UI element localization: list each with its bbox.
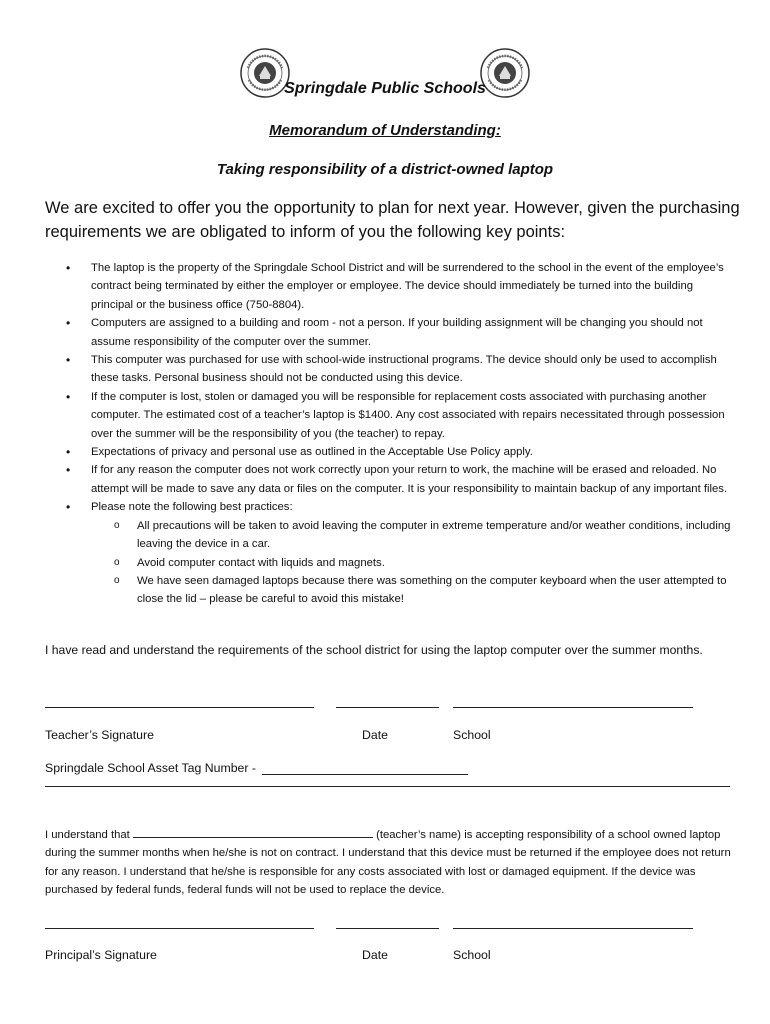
teacher-signature-field[interactable] xyxy=(45,707,314,708)
principal-statement-body: (teacher’s name) is accepting responsibility of a school owned laptop during the summer months when he/she is not on contract. I understand that this device must be returned if the employee does not return for any reason. I understand that he/she is responsible for any costs associated with lost or damaged equipment. If the device was purchased by federal funds, federal funds will not be used to replace the device. xyxy=(45,829,731,896)
key-point-best-practices xyxy=(45,498,735,608)
principal-signature-field[interactable] xyxy=(45,928,314,929)
best-practice-item: o All precautions will be taken to avoid leaving the computer in extreme temperature and/or weather conditions, including leaving the device in a car. xyxy=(91,517,735,554)
intro-paragraph: We are excited to offer you the opportunity to plan for next year. However, given the purchasing requirements we are obligated to inform of you the following key points: xyxy=(45,199,740,241)
acknowledgement-statement: I have read and understand the requirements of the school district for using the laptop computer over the summer months. xyxy=(45,643,703,657)
asset-tag-field[interactable] xyxy=(262,774,468,775)
key-point: • This computer was purchased for use with school-wide instructional programs. The device should only be used to accomplish these tasks. Personal business should not be conducted using this device. xyxy=(45,351,735,388)
teacher-school-field[interactable] xyxy=(453,707,693,708)
principal-signature-label: Principal’s Signature xyxy=(45,948,157,962)
principal-school-field[interactable] xyxy=(453,928,693,929)
key-point: • The laptop is the property of the Springdale School District and will be surrendered to the school in the event of the employee’s contract being terminated by either the employer or employee. The device should immediately be turned into the building principal or the business office (750-8804). xyxy=(45,259,735,314)
key-point: • Computers are assigned to a building and room - not a person. If your building assignment will be changing you should not assume responsibility of the computer over the summer. xyxy=(45,314,735,351)
key-point: • If the computer is lost, stolen or damaged you will be responsible for replacement costs associated with purchasing another computer. The estimated cost of a teacher’s laptop is $1400. Any cost associated with repairs necessitated through possession over the summer will be the responsibility of you (the teacher) to repay. xyxy=(45,388,735,443)
asset-tag-label: Springdale School Asset Tag Number - xyxy=(45,761,256,775)
key-point: • Expectations of privacy and personal use as outlined in the Acceptable Use Policy apply. xyxy=(45,443,735,461)
section-divider xyxy=(45,786,730,787)
teacher-date-field[interactable] xyxy=(336,707,439,708)
memo-subtitle: Taking responsibility of a district-owned laptop xyxy=(216,161,554,178)
principal-date-label: Date xyxy=(362,948,388,962)
best-practice-item: o Avoid computer contact with liquids and magnets. xyxy=(91,554,735,572)
memo-title: Memorandum of Understanding: xyxy=(269,122,501,139)
school-name: Springdale Public Schools xyxy=(284,80,486,97)
key-point: • If for any reason the computer does not work correctly upon your return to work, the machine will be erased and reloaded. No attempt will be made to save any data or files on the computer. It is your responsibility to maintain backup of any important files. xyxy=(45,461,735,498)
principal-statement-intro: I understand that xyxy=(45,829,130,841)
principal-statement xyxy=(45,826,735,899)
best-practices-heading: Please note the following best practices: xyxy=(91,501,293,514)
teacher-name-field[interactable] xyxy=(133,826,373,838)
teacher-date-label: Date xyxy=(362,728,388,742)
teacher-school-label: School xyxy=(453,728,491,742)
best-practices-list xyxy=(91,517,735,609)
principal-school-label: School xyxy=(453,948,491,962)
principal-date-field[interactable] xyxy=(336,928,439,929)
key-points-list xyxy=(45,259,735,609)
teacher-signature-label: Teacher’s Signature xyxy=(45,728,154,742)
best-practice-item: o We have seen damaged laptops because there was something on the computer keyboard when the user attempted to close the lid – please be careful to avoid this mistake! xyxy=(91,572,735,609)
